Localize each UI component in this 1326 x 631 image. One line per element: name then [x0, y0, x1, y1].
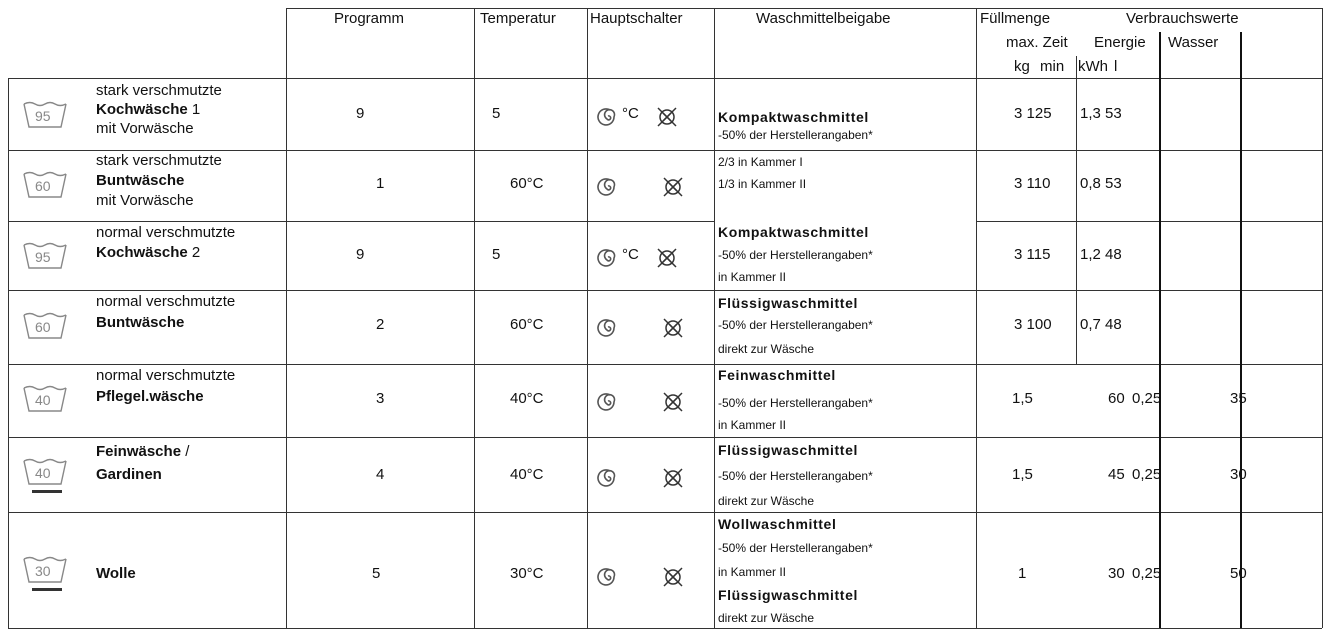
energie-value: 0,25 [1132, 466, 1162, 483]
fuellmenge-zeit-value: 3 125 [1014, 105, 1052, 122]
wash-symbol-icon: 95 [22, 101, 68, 129]
degree-c-label: °C [622, 105, 639, 122]
temperatur-value: 5 [492, 246, 501, 263]
header-energie: Energie [1094, 34, 1146, 51]
programm-value: 5 [372, 565, 381, 582]
waschmittel-dosage: -50% der Herstellerangaben* [718, 128, 873, 142]
wash-symbol-icon: 95 [22, 242, 68, 270]
gentle-underline-icon [32, 588, 62, 591]
row-desc-line1: Feinwäsche / [96, 443, 190, 460]
waschmittel-name: Kompaktwaschmittel [718, 109, 869, 125]
temperatur-value: 60°C [510, 316, 544, 333]
header-fuellmenge: Füllmenge [980, 10, 1051, 27]
spiral-icon [596, 466, 618, 488]
row-desc-line1: normal verschmutzte [96, 367, 236, 384]
programm-value: 3 [376, 390, 385, 407]
header-max-zeit: max. Zeit [1006, 34, 1068, 51]
spiral-icon [596, 316, 618, 338]
row-desc-line3: mit Vorwäsche [96, 192, 194, 209]
degree-c-label: °C [622, 246, 639, 263]
row-desc-line1: normal verschmutzte [96, 293, 236, 310]
header-verbrauchswerte: Verbrauchswerte [1126, 10, 1239, 27]
row-desc-line1: normal verschmutzte [96, 224, 236, 241]
fuellmenge-zeit-value: 3 100 [1014, 316, 1052, 333]
waschmittel-dosage: -50% der Herstellerangaben* [718, 318, 873, 332]
waschmittel-chamber-2: 1/3 in Kammer II [718, 177, 807, 191]
no-spin-icon [656, 246, 678, 268]
header-waschmittelbeigabe: Waschmittelbeigabe [756, 10, 891, 27]
waschmittel-name: Wollwaschmittel [718, 516, 837, 532]
waschmittel-name: Kompaktwaschmittel [718, 224, 869, 240]
programm-value: 4 [376, 466, 385, 483]
energie-wasser-value: 1,3 53 [1080, 105, 1122, 122]
header-temperatur: Temperatur [480, 10, 556, 27]
row-desc-line1: stark verschmutzte [96, 152, 222, 169]
waschmittel-name-2: Flüssigwaschmittel [718, 587, 858, 603]
energie-value: 0,25 [1132, 565, 1162, 582]
temperatur-value: 40°C [510, 390, 544, 407]
temperatur-value: 40°C [510, 466, 544, 483]
programm-value: 1 [376, 175, 385, 192]
energie-wasser-value: 1,2 48 [1080, 246, 1122, 263]
fuellmenge-value: 1 [1018, 565, 1027, 582]
gentle-underline-icon [32, 490, 62, 493]
row-desc-line2: Buntwäsche [96, 314, 185, 331]
header-unit-kwh: kWh [1078, 58, 1108, 75]
no-spin-icon [662, 565, 684, 587]
no-spin-icon [662, 316, 684, 338]
waschmittel-chamber: in Kammer II [718, 565, 787, 579]
row-desc-line1: stark verschmutzte [96, 82, 222, 99]
row-desc-line3: mit Vorwäsche [96, 120, 194, 137]
spiral-icon [596, 565, 618, 587]
fuellmenge-value: 1,5 [1012, 466, 1033, 483]
programm-value: 9 [356, 246, 365, 263]
header-unit-l: l [1114, 58, 1118, 75]
wasser-value: 30 [1230, 466, 1247, 483]
wash-symbol-icon: 60 [22, 171, 68, 199]
waschmittel-chamber-1: 2/3 in Kammer I [718, 155, 803, 169]
no-spin-icon [662, 466, 684, 488]
waschmittel-chamber: in Kammer II [718, 418, 787, 432]
wasser-value: 50 [1230, 565, 1247, 582]
zeit-value: 30 [1108, 565, 1125, 582]
row-desc-line2: Kochwäsche 1 [96, 101, 201, 118]
header-unit-kg: kg [1014, 58, 1030, 75]
wash-symbol-icon: 60 [22, 312, 68, 340]
waschmittel-name: Flüssigwaschmittel [718, 295, 858, 311]
energie-value: 0,25 [1132, 390, 1162, 407]
waschmittel-dosage: -50% der Herstellerangaben* [718, 396, 873, 410]
wash-symbol-icon: 40 [22, 385, 68, 413]
row-desc-line2: Buntwäsche [96, 172, 185, 189]
header-hauptschalter: Hauptschalter [590, 10, 683, 27]
waschmittel-target: direkt zur Wäsche [718, 494, 815, 508]
waschmittel-target: direkt zur Wäsche [718, 342, 815, 356]
spiral-icon [596, 105, 618, 127]
header-programm: Programm [334, 10, 405, 27]
fuellmenge-zeit-value: 3 115 [1014, 246, 1051, 263]
waschmittel-dosage: -50% der Herstellerangaben* [718, 469, 873, 483]
row-desc-line2: Pflegel.wäsche [96, 388, 204, 405]
row-desc-line2: Kochwäsche 2 [96, 244, 201, 261]
wash-symbol-icon: 30 [22, 556, 68, 584]
wasser-value: 35 [1230, 390, 1247, 407]
temperatur-value: 30°C [510, 565, 544, 582]
programm-value: 2 [376, 316, 385, 333]
waschmittel-dosage: -50% der Herstellerangaben* [718, 248, 873, 262]
waschmittel-target: direkt zur Wäsche [718, 611, 815, 625]
spiral-icon [596, 175, 618, 197]
no-spin-icon [662, 175, 684, 197]
temperatur-value: 60°C [510, 175, 544, 192]
no-spin-icon [656, 105, 678, 127]
zeit-value: 45 [1108, 466, 1125, 483]
header-wasser: Wasser [1168, 34, 1219, 51]
spiral-icon [596, 246, 618, 268]
energie-wasser-value: 0,8 53 [1080, 175, 1122, 192]
waschmittel-name: Feinwaschmittel [718, 367, 836, 383]
waschmittel-name: Flüssigwaschmittel [718, 442, 858, 458]
energie-wasser-value: 0,7 48 [1080, 316, 1122, 333]
waschmittel-chamber: in Kammer II [718, 270, 787, 284]
no-spin-icon [662, 390, 684, 412]
zeit-value: 60 [1108, 390, 1125, 407]
header-unit-min: min [1040, 58, 1065, 75]
waschmittel-dosage: -50% der Herstellerangaben* [718, 541, 873, 555]
row-desc-line2: Gardinen [96, 466, 162, 483]
wash-symbol-icon: 40 [22, 458, 68, 486]
fuellmenge-value: 1,5 [1012, 390, 1033, 407]
temperatur-value: 5 [492, 105, 501, 122]
programm-value: 9 [356, 105, 365, 122]
spiral-icon [596, 390, 618, 412]
fuellmenge-zeit-value: 3 110 [1014, 175, 1051, 192]
row-desc-line1: Wolle [96, 565, 136, 582]
